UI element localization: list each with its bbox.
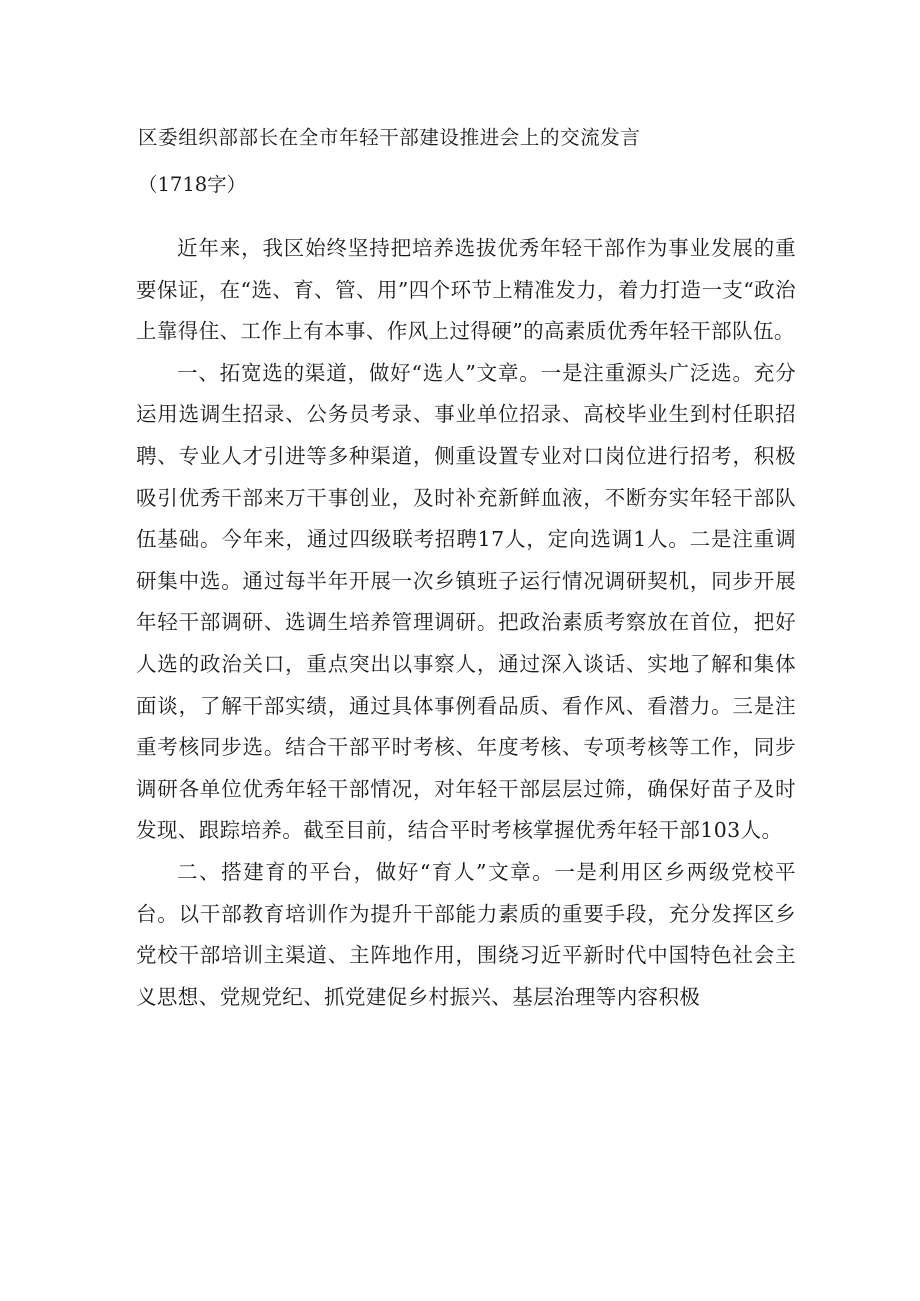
word-count: （1718字） [138, 173, 247, 196]
paragraph-intro: 近年来，我区始终坚持把培养选拔优秀年轻干部作为事业发展的重要保证，在“选、育、管、用”四个环节上精准发力，着力打造一支“政治上靠得住、工作上有本事、作风上过得硬”的高素质优秀年轻干部队伍。 [136, 236, 796, 344]
paragraph-section-1: 一、拓宽选的渠道，做好“选人”文章。一是注重源头广泛选。充分运用选调生招录、公务员考录、事业单位招录、高校毕业生到村任职招聘、专业人才引进等多种渠道，侧重设置专业对口岗位进行招考，积极吸引优秀干部来万干事创业，及时补充新鲜血液，不断夯实年轻干部队伍基础。今年来，通过四级联考招聘17人，定向选调1人。二是注重调研集中选。通过每半年开展一次乡镇班子运行情况调研契机，同步开展年轻干部调研、选调生培养管理调研。把政治素质考察放在首位，把好人选的政治关口，重点突出以事察人，通过深入谈话、实地了解和集体面谈，了解干部实绩，通过具体事例看品质、看作风、看潜力。三是注重考核同步选。结合干部平时考核、年度考核、专项考核等工作，同步调研各单位优秀年轻干部情况，对年轻干部层层过筛，确保好苗子及时发现、跟踪培养。截至目前，结合平时考核掌握优秀年轻干部103人。 [136, 360, 796, 843]
paragraph-section-2: 二、搭建育的平台，做好“育人”文章。一是利用区乡两级党校平台。以干部教育培训作为提升干部能力素质的重要手段，充分发挥区乡党校干部培训主渠道、主阵地作用，围绕习近平新时代中国特色社会主义思想、党规党纪、抓党建促乡村振兴、基层治理等内容积极 [136, 859, 796, 1009]
document-title: 区委组织部部长在全市年轻干部建设推进会上的交流发言 [138, 126, 641, 149]
document-body [136, 228, 796, 1018]
